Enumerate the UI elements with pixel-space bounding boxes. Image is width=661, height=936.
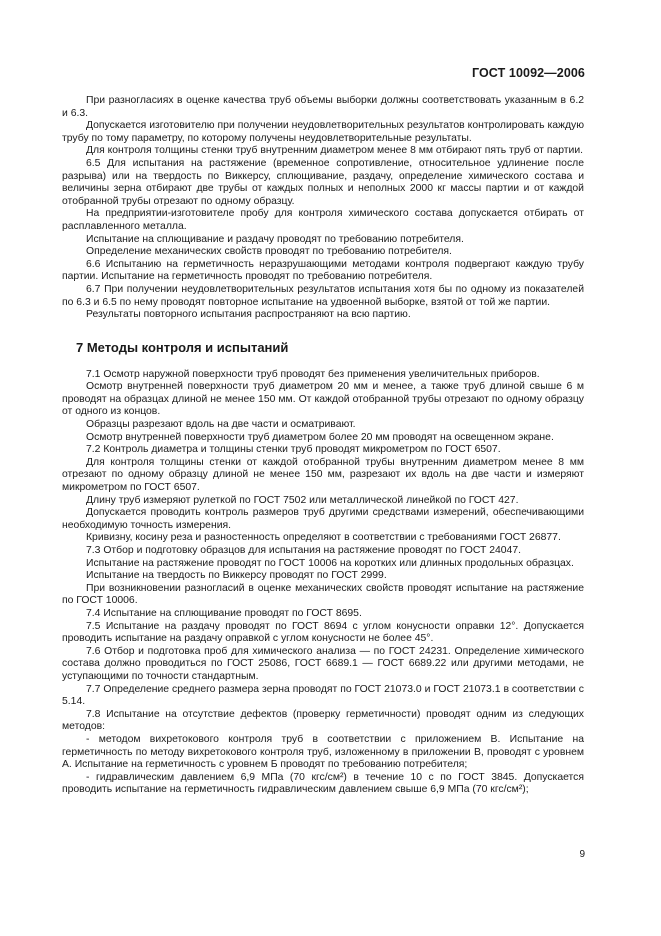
- section-heading: 7 Методы контроля и испытаний: [76, 339, 289, 355]
- paragraph: 7.6 Отбор и подготовка проб для химического анализа — по ГОСТ 24231. Определение химического состава должно проводиться по ГОСТ 25086, ГОСТ 6689.1 — ГОСТ 6689.22 или другими методами, не уступающими по точности стандартным.: [62, 645, 584, 682]
- paragraph: 6.5 Для испытания на растяжение (временное сопротивление, относительное удлинение после разрыва) или на твердость по Виккерсу, сплющивание, раздачу, определение химического состава и величины зерна отбирают две трубы от каждых полных и неполных 2000 кг массы партии и от каждой отобранной трубы отрезают по одному образцу.: [62, 157, 584, 207]
- paragraph: Для контроля толщины стенки от каждой отобранной трубы внутренним диаметром менее 8 мм отрезают по одному образцу длиной не менее 150 мм, разрезают их вдоль на две части и измеряют микрометром по ГОСТ 6507.: [62, 456, 584, 494]
- paragraph: Осмотр внутренней поверхности труб диаметром более 20 мм проводят на освещенном экране.: [86, 431, 554, 443]
- paragraph: 7.2 Контроль диаметра и толщины стенки труб проводят микрометром по ГОСТ 6507.: [86, 444, 501, 456]
- paragraph: При разногласиях в оценке качества труб объемы выборки должны соответствовать указанным в 6.2 и 6.3.: [62, 95, 584, 119]
- list-item: - методом вихретокового контроля труб в соответствии с приложением В. Испытание на герметичность по методу вихретокового контроля труб, изложенному в приложении В, проводят с уровнем А. Испытание на герметичность с уровнем Б проводят по требованию потребителя;: [62, 733, 584, 771]
- document-header: ГОСТ 10092—2006: [471, 66, 585, 80]
- paragraph: 7.3 Отбор и подготовку образцов для испытания на растяжение проводят по ГОСТ 24047.: [86, 545, 522, 556]
- paragraph: 7.5 Испытание на раздачу проводят по ГОСТ 8694 с углом конусности оправки 12°. Допускается проводить испытание на раздачу оправкой с углом конусности не более 45°.: [62, 620, 584, 645]
- paragraph: 7.8 Испытание на отсутствие дефектов (проверку герметичности) проводят одним из следующих методов:: [62, 708, 584, 733]
- paragraph: Осмотр внутренней поверхности труб диаметром 20 мм и менее, а также труб длиной свыше 6 м проводят на образцах длиной не менее 150 мм. От каждой отобранной трубы отрезают по одному образцу от одного из концов.: [62, 381, 584, 418]
- paragraph: Результаты повторного испытания распространяют на всю партию.: [86, 309, 411, 321]
- paragraph: 7.1 Осмотр наружной поверхности труб проводят без применения увеличительных приборов.: [86, 368, 540, 380]
- paragraph: При возникновении разногласий в оценке механических свойств проводят испытание на растяжение по ГОСТ 10006.: [62, 582, 584, 607]
- paragraph: Образцы разрезают вдоль на две части и осматривают.: [86, 419, 356, 431]
- paragraph: Испытание на твердость по Виккерсу проводят по ГОСТ 2999.: [86, 570, 387, 582]
- paragraph: Длину труб измеряют рулеткой по ГОСТ 7502 или металлической линейкой по ГОСТ 427.: [86, 494, 519, 506]
- paragraph: Допускается проводить контроль размеров труб другими средствами измерений, обеспечивающими необходимую точность измерения.: [62, 507, 584, 531]
- paragraph: 7.7 Определение среднего размера зерна проводят по ГОСТ 21073.0 и ГОСТ 21073.1 в соответствии с 5.14.: [62, 683, 584, 708]
- list-item: - гидравлическим давлением 6,9 МПа (70 кгс/см²) в течение 10 с по ГОСТ 3845. Допускается проводить испытание на герметичность гидравлическим давлением свыше 6,9 МПа (70 кгс/см²);: [62, 771, 584, 796]
- paragraph: Испытание на сплющивание и раздачу проводят по требованию потребителя.: [86, 233, 464, 245]
- paragraph: 6.7 При получении неудовлетворительных результатов испытания хотя бы по одному из показателей по 6.3 и 6.5 по нему проводят повторное испытание на удвоенной выборке, взятой от той же партии.: [62, 283, 584, 308]
- paragraph: Допускается изготовителю при получении неудовлетворительных результатов контролировать каждую трубу по тому параметру, по которому получены неудовлетворительные результаты.: [62, 120, 584, 144]
- paragraph: 7.4 Испытание на сплющивание проводят по ГОСТ 8695.: [86, 607, 362, 619]
- paragraph: На предприятии-изготовителе пробу для контроля химического состава допускается отбирать от расплавленного металла.: [62, 208, 584, 232]
- paragraph: Для контроля толщины стенки труб внутренним диаметром менее 8 мм отбирают пять труб от партии.: [86, 145, 584, 157]
- paragraph: Испытание на растяжение проводят по ГОСТ 10006 на коротких или длинных продольных образцах.: [86, 557, 574, 569]
- document-body: [62, 95, 584, 797]
- paragraph: Определение механических свойств проводят по требованию потребителя.: [86, 246, 452, 258]
- paragraph: 6.6 Испытанию на герметичность неразрушающими методами контроля подвергают каждую трубу партии. Испытание на герметичность проводят по требованию потребителя.: [62, 258, 584, 283]
- paragraph: Кривизну, косину реза и разностенность определяют в соответствии с требованиями ГОСТ 26877.: [86, 532, 561, 544]
- page-number: 9: [579, 849, 585, 860]
